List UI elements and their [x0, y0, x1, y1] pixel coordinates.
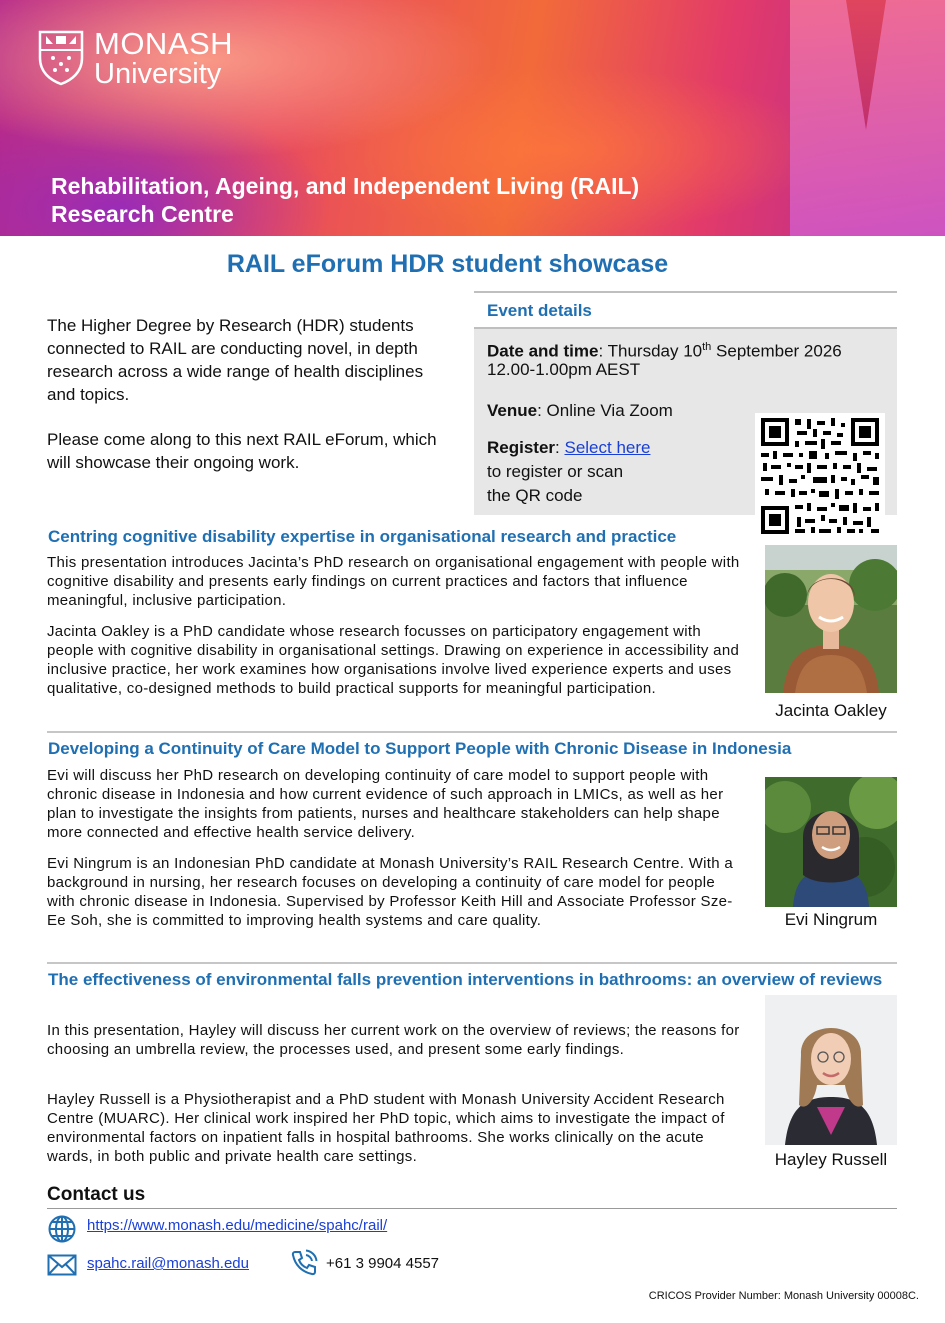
- section-bio: Evi Ningrum is an Indonesian PhD candidate at Monash University’s RAIL Research Centre. With a background in nursing, her research focuses on developing a continuity of care model for people with chronic disease in Indonesia. Supervised by Professor Keith Hill and Associate Professor Sze-Ee Soh, she is committed to improving health systems and care quality.: [47, 855, 734, 929]
- logo-university: University: [94, 58, 222, 90]
- logo-monash: MONASH: [94, 26, 234, 61]
- contact-title: Contact us: [47, 1184, 146, 1205]
- photo-caption: Hayley Russell: [774, 1150, 888, 1169]
- globe-icon: [47, 1214, 77, 1244]
- photo-caption: Evi Ningrum: [784, 910, 878, 929]
- photo-evi-ningrum: [765, 777, 897, 907]
- section-abstract: This presentation introduces Jacinta’s PhD research on organisational engagement with people with cognitive disability and presents early findings on current practices and factors that influence meaningful, inclusive participation.: [47, 554, 740, 609]
- section-title: Centring cognitive disability expertise in organisational research and practice: [48, 527, 677, 546]
- website-link[interactable]: https://www.monash.edu/medicine/spahc/rail/: [87, 1217, 388, 1234]
- phone-icon: [290, 1249, 318, 1277]
- section-bio: Jacinta Oakley is a PhD candidate whose research focusses on participatory engagement with people with cognitive disability in organisational settings. Drawing on experience in accessibility and inclusive practice, her work examines how organisations involve lived experience experts and uses qualitative, co-designed methods to build practical supports for meaningful participation.: [47, 623, 740, 697]
- monash-logo: [36, 28, 233, 89]
- monash-crest-icon: [36, 28, 86, 86]
- section-divider: [47, 962, 897, 964]
- mail-icon: [47, 1254, 77, 1276]
- phone-number: +61 3 9904 4557: [326, 1255, 440, 1272]
- contact-divider: [47, 1208, 897, 1209]
- page-title: RAIL eForum HDR student showcase: [226, 250, 669, 278]
- section-title: Developing a Continuity of Care Model to Support People with Chronic Disease in Indonesia: [48, 739, 792, 758]
- intro-paragraph: Please come along to this next RAIL eForum, which will showcase their ongoing work.: [47, 430, 437, 472]
- section-divider: [47, 731, 897, 733]
- intro-text: [47, 314, 447, 496]
- event-details-heading: Event details: [487, 301, 592, 320]
- section-abstract: Evi will discuss her PhD research on developing continuity of care model to support people with chronic disease in Indonesia and how current evidence of such approach in LMICs, as well as her plan to investigate the insights from patients, nurses and healthcare stakeholders can help shape more connected and effective health service delivery.: [47, 767, 724, 841]
- section-title: The effectiveness of environmental falls prevention interventions in bathrooms: an overview of reviews: [48, 970, 883, 989]
- photo-caption: Jacinta Oakley: [775, 701, 887, 720]
- website-link-item: [87, 1217, 387, 1234]
- photo-jacinta-oakley: [765, 545, 897, 693]
- register-instructions: to register or scan: [487, 462, 624, 481]
- event-register: Register: Select here: [487, 438, 651, 457]
- event-time: 12.00-1.00pm AEST: [487, 360, 641, 379]
- intro-paragraph: The Higher Degree by Research (HDR) students connected to RAIL are conducting novel, in depth research across a wide range of health disciplines and topics.: [47, 316, 424, 404]
- cricos-notice: CRICOS Provider Number: Monash University 00008C.: [648, 1290, 919, 1302]
- email-link-item: [87, 1255, 249, 1272]
- header-banner: [0, 0, 945, 236]
- register-link[interactable]: Select here: [564, 438, 651, 457]
- event-date: Date and time: Thursday 10th September 2026: [487, 341, 842, 361]
- event-venue: Venue: Online Via Zoom: [487, 401, 673, 420]
- monash-m-graphic: [790, 0, 945, 236]
- event-details: [474, 291, 897, 513]
- centre-title: Rehabilitation, Ageing, and Independent Living (RAIL) Research Centre: [51, 173, 640, 227]
- qr-code-icon[interactable]: [755, 413, 885, 539]
- event-details-box: [474, 327, 897, 515]
- register-instructions: the QR code: [487, 486, 583, 505]
- email-link[interactable]: spahc.rail@monash.edu: [87, 1255, 249, 1272]
- section-abstract: In this presentation, Hayley will discuss her current work on the overview of reviews; the reasons for choosing an umbrella review, the processes used, and present some early findings.: [47, 1022, 740, 1058]
- section-bio: Hayley Russell is a Physiotherapist and a PhD student with Monash University Accident Research Centre (MUARC). Her clinical work inspired her PhD topic, which aims to investigate the impact of environmental factors on inpatient falls in hospital bathrooms. She works clinically on the acute wards, in both public and private health care settings.: [47, 1091, 725, 1165]
- photo-hayley-russell: [765, 995, 897, 1145]
